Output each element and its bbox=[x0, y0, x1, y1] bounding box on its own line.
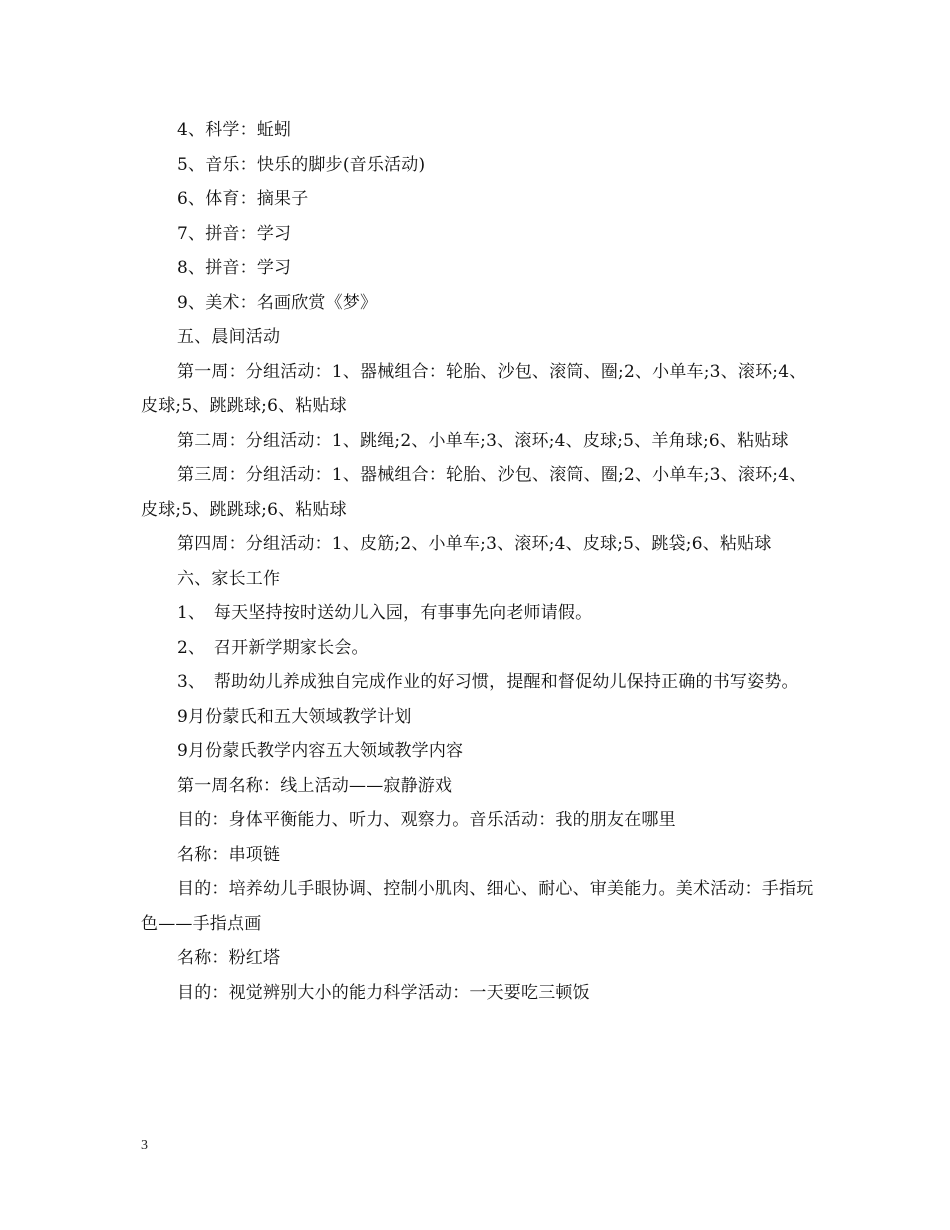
paragraph: 第四周：分组活动：1、皮筋;2、小单车;3、滚环;4、皮球;5、跳袋;6、粘贴球 bbox=[177, 534, 772, 554]
paragraph: 名称：串项链 bbox=[177, 844, 281, 865]
paragraph: 7、拼音：学习 bbox=[177, 223, 292, 244]
paragraph: 1、 每天坚持按时送幼儿入园，有事事先向老师请假。 bbox=[177, 603, 593, 623]
paragraph: 9月份蒙氏和五大领域教学计划 bbox=[177, 706, 412, 727]
paragraph: 3、 帮助幼儿养成独自完成作业的好习惯，提醒和督促幼儿保持正确的书写姿势。 bbox=[177, 672, 799, 692]
paragraph: 第二周：分组活动：1、跳绳;2、小单车;3、滚环;4、皮球;5、羊角球;6、粘贴球 bbox=[177, 430, 789, 451]
paragraph: 目的：培养幼儿手眼协调、控制小肌肉、细心、耐心、审美能力。美术活动：手指玩色——手指点画 bbox=[141, 879, 814, 934]
paragraph: 目的：视觉辨别大小的能力科学活动：一天要吃三顿饭 bbox=[177, 982, 590, 1003]
document-body bbox=[141, 113, 815, 1010]
page-number: 3 bbox=[141, 1138, 148, 1153]
paragraph: 第一周名称：线上活动——寂静游戏 bbox=[177, 775, 453, 796]
paragraph: 8、拼音：学习 bbox=[177, 258, 292, 278]
paragraph: 9、美术：名画欣赏《梦》 bbox=[177, 292, 378, 313]
paragraph: 目的：身体平衡能力、听力、观察力。音乐活动：我的朋友在哪里 bbox=[177, 810, 676, 830]
paragraph: 第一周：分组活动：1、器械组合：轮胎、沙包、滚筒、圈;2、小单车;3、滚环;4、皮球;5、跳跳球;6、粘贴球 bbox=[141, 361, 807, 416]
paragraph: 2、 召开新学期家长会。 bbox=[177, 637, 369, 658]
paragraph: 4、科学：蚯蚓 bbox=[177, 120, 292, 140]
paragraph: 名称：粉红塔 bbox=[177, 948, 281, 968]
paragraph: 第三周：分组活动：1、器械组合：轮胎、沙包、滚筒、圈;2、小单车;3、滚环;4、皮球;5、跳跳球;6、粘贴球 bbox=[141, 465, 807, 520]
section-heading: 六、家长工作 bbox=[177, 568, 281, 589]
paragraph: 6、体育：摘果子 bbox=[177, 189, 309, 209]
paragraph: 5、音乐：快乐的脚步(音乐活动) bbox=[177, 154, 426, 175]
paragraph: 9月份蒙氏教学内容五大领域教学内容 bbox=[177, 741, 464, 761]
section-heading: 五、晨间活动 bbox=[177, 327, 281, 347]
